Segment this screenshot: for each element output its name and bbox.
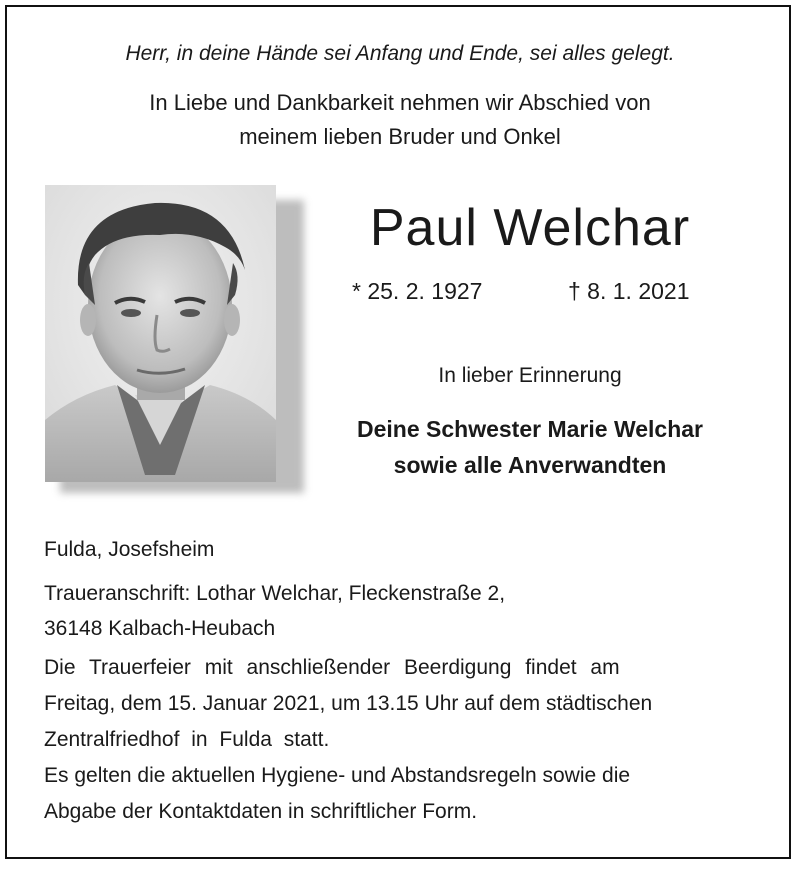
mourner-line-2: sowie alle Anverwandten xyxy=(393,452,667,478)
deceased-name: Paul Welchar xyxy=(369,199,691,257)
rules-line-2: Abgabe der Kontaktdaten in schriftlicher Form. xyxy=(44,800,478,823)
motto: Herr, in deine Hände sei Anfang und Ende, sei alles gelegt. xyxy=(125,42,675,65)
ceremony-line-2: Freitag, dem 15. Januar 2021, um 13.15 Uhr auf dem städtischen xyxy=(44,692,653,715)
rules-line-1: Es gelten die aktuellen Hygiene- und Abstandsregeln sowie die xyxy=(44,764,631,787)
ceremony-line-3: Zentralfriedhof in Fulda statt. xyxy=(44,728,330,751)
intro-line-2: meinem lieben Bruder und Onkel xyxy=(239,124,561,149)
portrait-image xyxy=(45,185,276,482)
birth-date: * 25. 2. 1927 xyxy=(352,278,483,304)
intro-line-1: In Liebe und Dankbarkeit nehmen wir Abschied von xyxy=(149,90,651,115)
address-line-1: Traueranschrift: Lothar Welchar, Fleckenstraße 2, xyxy=(44,582,506,605)
portrait-photo xyxy=(45,185,276,482)
memory-line: In lieber Erinnerung xyxy=(438,364,622,387)
place-line: Fulda, Josefsheim xyxy=(44,538,215,561)
ceremony-line-1: Die Trauerfeier mit anschließender Beerdigung findet am xyxy=(44,656,620,679)
address-line-2: 36148 Kalbach-Heubach xyxy=(44,617,276,640)
death-date: † 8. 1. 2021 xyxy=(568,278,690,304)
mourner-line-1: Deine Schwester Marie Welchar xyxy=(357,416,703,442)
